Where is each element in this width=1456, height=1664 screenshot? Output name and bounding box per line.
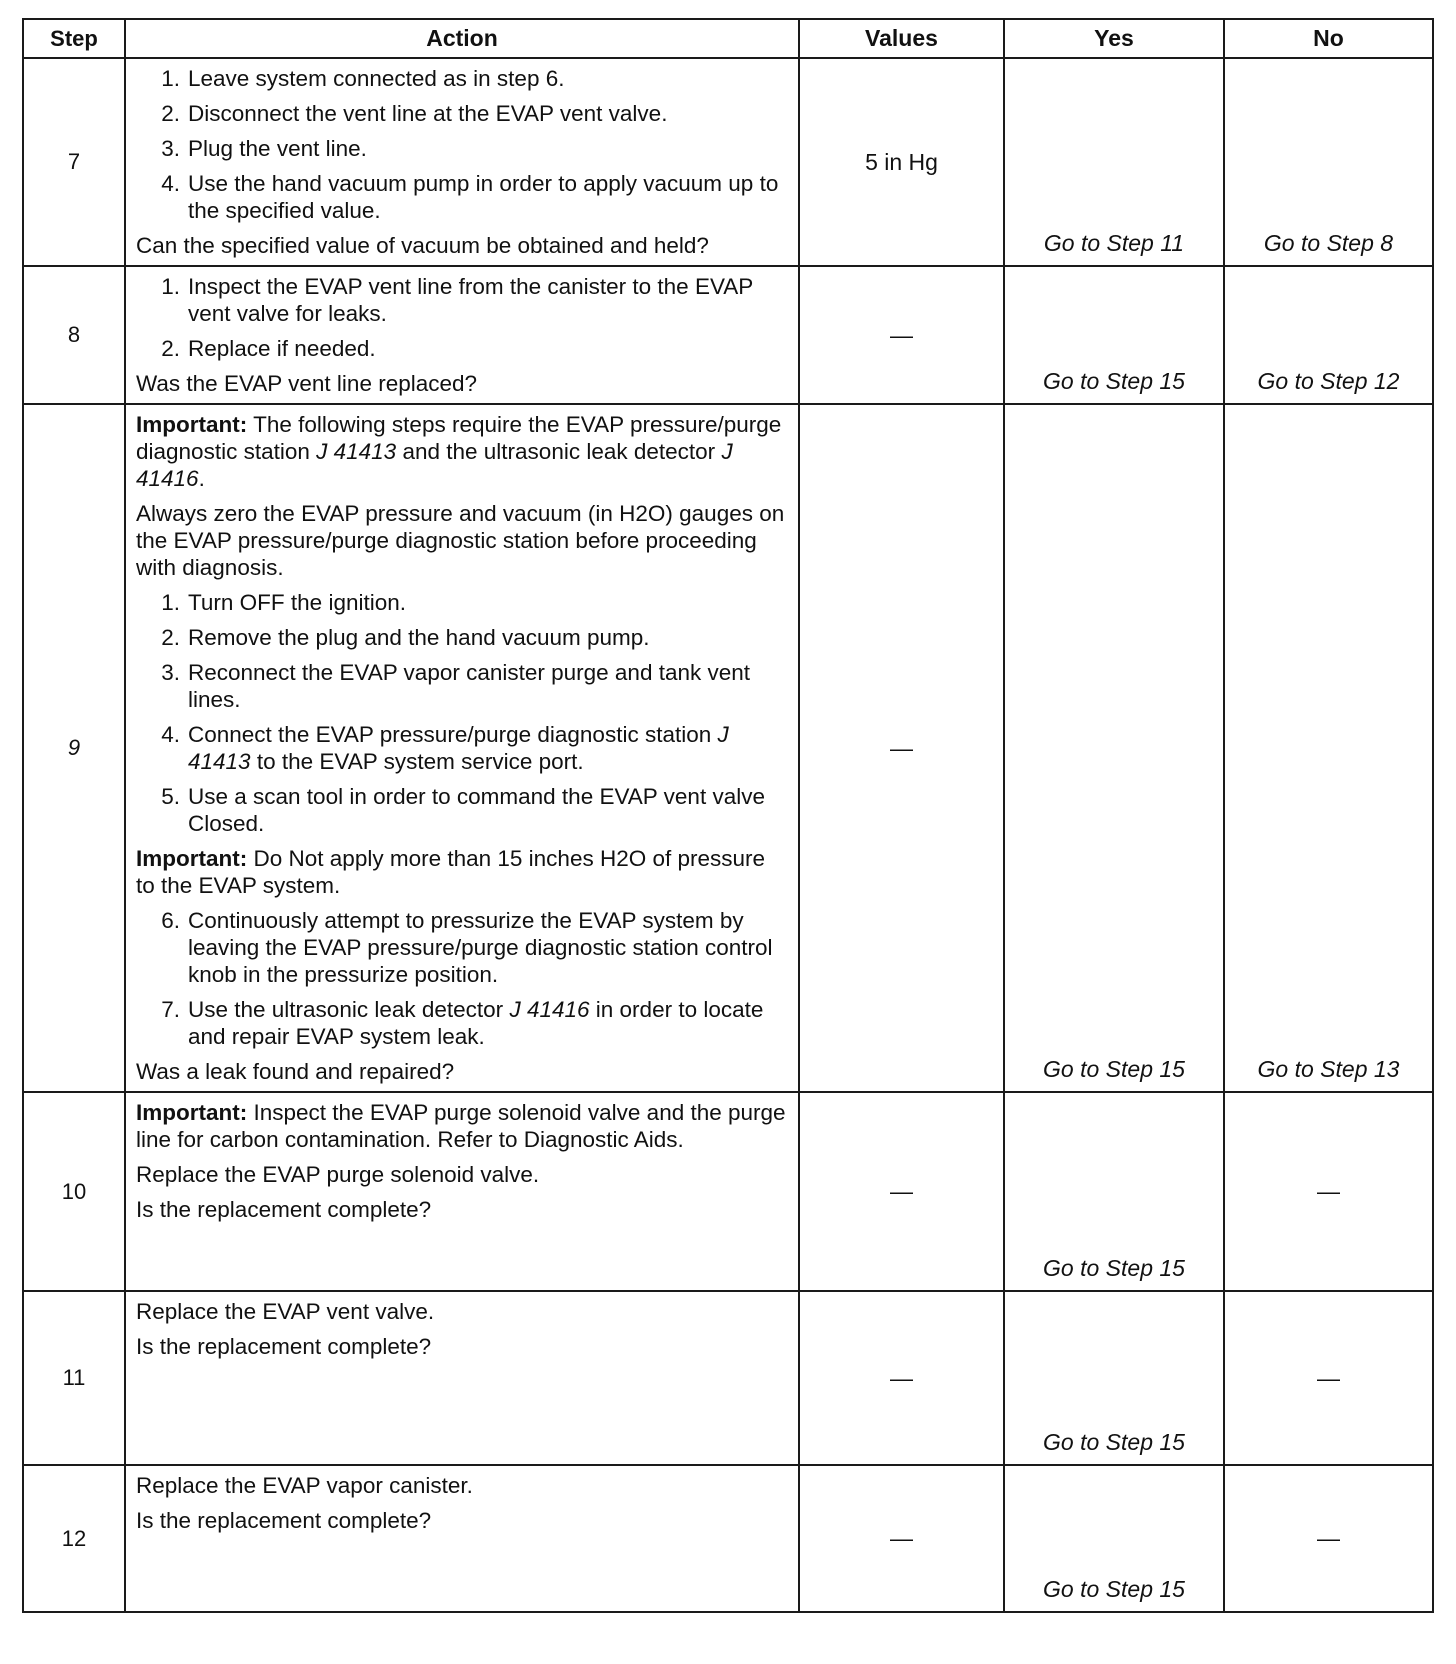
step-number: 9	[23, 404, 125, 1092]
action-list	[136, 273, 790, 362]
no-cell: Go to Step 8	[1224, 58, 1433, 266]
no-cell: Go to Step 13	[1224, 404, 1433, 1092]
yes-cell: Go to Step 11	[1004, 58, 1224, 266]
question-text: Is the replacement complete?	[136, 1197, 432, 1222]
tool-ref: J 41416	[136, 439, 733, 491]
table-row-step-10	[23, 1092, 1433, 1291]
table-row-step-12	[23, 1465, 1433, 1612]
list-item: 3. Reconnect the EVAP vapor canister purge and tank vent lines.	[161, 660, 751, 712]
yes-cell: Go to Step 15	[1004, 404, 1224, 1092]
header-step: Step	[23, 19, 125, 58]
step-number: 10	[23, 1092, 125, 1291]
list-item: 1. Inspect the EVAP vent line from the canister to the EVAP vent valve for leaks.	[161, 274, 753, 326]
no-cell: —	[1224, 1291, 1433, 1465]
list-item: 4. Use the hand vacuum pump in order to apply vacuum up to the specified value.	[161, 171, 779, 223]
header-values: Values	[799, 19, 1004, 58]
action-cell	[125, 58, 799, 266]
important-note: Important: The following steps require the EVAP pressure/purge diagnostic station J 41413 and the ultrasonic leak detector J 41416.	[136, 412, 782, 491]
list-item: 6. Continuously attempt to pressurize the EVAP system by leaving the EVAP pressure/purge diagnostic station control knob in the pressurize position.	[161, 908, 773, 987]
no-cell: Go to Step 12	[1224, 266, 1433, 404]
question-text: Is the replacement complete?	[136, 1508, 432, 1533]
action-cell	[125, 1291, 799, 1465]
action-list	[136, 907, 790, 1050]
important-note: Important: Inspect the EVAP purge solenoid valve and the purge line for carbon contamination. Refer to Diagnostic Aids.	[136, 1100, 786, 1152]
diagnostic-table	[22, 18, 1434, 1613]
tool-ref: J 41413	[316, 439, 397, 464]
action-cell	[125, 1092, 799, 1291]
step-number: 8	[23, 266, 125, 404]
list-item: 2. Remove the plug and the hand vacuum pump.	[161, 625, 650, 650]
action-list	[136, 589, 790, 837]
table-row-step-8	[23, 266, 1433, 404]
no-cell: —	[1224, 1092, 1433, 1291]
table-row-step-9	[23, 404, 1433, 1092]
list-item: 5. Use a scan tool in order to command the EVAP vent valve Closed.	[161, 784, 765, 836]
values-cell: —	[799, 404, 1004, 1092]
list-item: 1. Turn OFF the ignition.	[161, 590, 407, 615]
list-item: 2. Replace if needed.	[161, 336, 376, 361]
header-no: No	[1224, 19, 1433, 58]
action-cell	[125, 1465, 799, 1612]
question-text: Was a leak found and repaired?	[136, 1059, 455, 1084]
question-text: Was the EVAP vent line replaced?	[136, 371, 478, 396]
tool-ref: J 41416	[509, 997, 590, 1022]
action-cell	[125, 266, 799, 404]
action-text: Replace the EVAP vapor canister.	[136, 1473, 473, 1498]
header-row	[23, 19, 1433, 58]
no-cell: —	[1224, 1465, 1433, 1612]
header-yes: Yes	[1004, 19, 1224, 58]
yes-cell: Go to Step 15	[1004, 1092, 1224, 1291]
step-number: 12	[23, 1465, 125, 1612]
values-cell: —	[799, 1465, 1004, 1612]
list-item: 1. Leave system connected as in step 6.	[161, 66, 565, 91]
header-action: Action	[125, 19, 799, 58]
action-text: Replace the EVAP purge solenoid valve.	[136, 1162, 540, 1187]
yes-cell: Go to Step 15	[1004, 266, 1224, 404]
diagnostic-table-sheet	[22, 18, 1434, 1613]
zero-gauges-note: Always zero the EVAP pressure and vacuum (in H2O) gauges on the EVAP pressure/purge diagnostic station before proceeding with diagnosis.	[136, 501, 785, 580]
important-note: Important: Do Not apply more than 15 inches H2O of pressure to the EVAP system.	[136, 846, 766, 898]
question-text: Is the replacement complete?	[136, 1334, 432, 1359]
list-item: 4. Connect the EVAP pressure/purge diagnostic station J 41413 to the EVAP system service port.	[161, 722, 729, 774]
step-number: 7	[23, 58, 125, 266]
step-number: 11	[23, 1291, 125, 1465]
values-cell: —	[799, 1291, 1004, 1465]
action-cell	[125, 404, 799, 1092]
action-list	[136, 65, 790, 224]
values-cell: —	[799, 1092, 1004, 1291]
list-item: 3. Plug the vent line.	[161, 136, 367, 161]
yes-cell: Go to Step 15	[1004, 1465, 1224, 1612]
yes-cell: Go to Step 15	[1004, 1291, 1224, 1465]
tool-ref: J 41413	[188, 722, 729, 774]
values-cell: 5 in Hg	[799, 58, 1004, 266]
list-item: 7. Use the ultrasonic leak detector J 41416 in order to locate and repair EVAP system leak.	[161, 997, 764, 1049]
table-row-step-7	[23, 58, 1433, 266]
table-row-step-11	[23, 1291, 1433, 1465]
values-cell: —	[799, 266, 1004, 404]
question-text: Can the specified value of vacuum be obtained and held?	[136, 233, 709, 258]
list-item: 2. Disconnect the vent line at the EVAP vent valve.	[161, 101, 668, 126]
action-text: Replace the EVAP vent valve.	[136, 1299, 435, 1324]
